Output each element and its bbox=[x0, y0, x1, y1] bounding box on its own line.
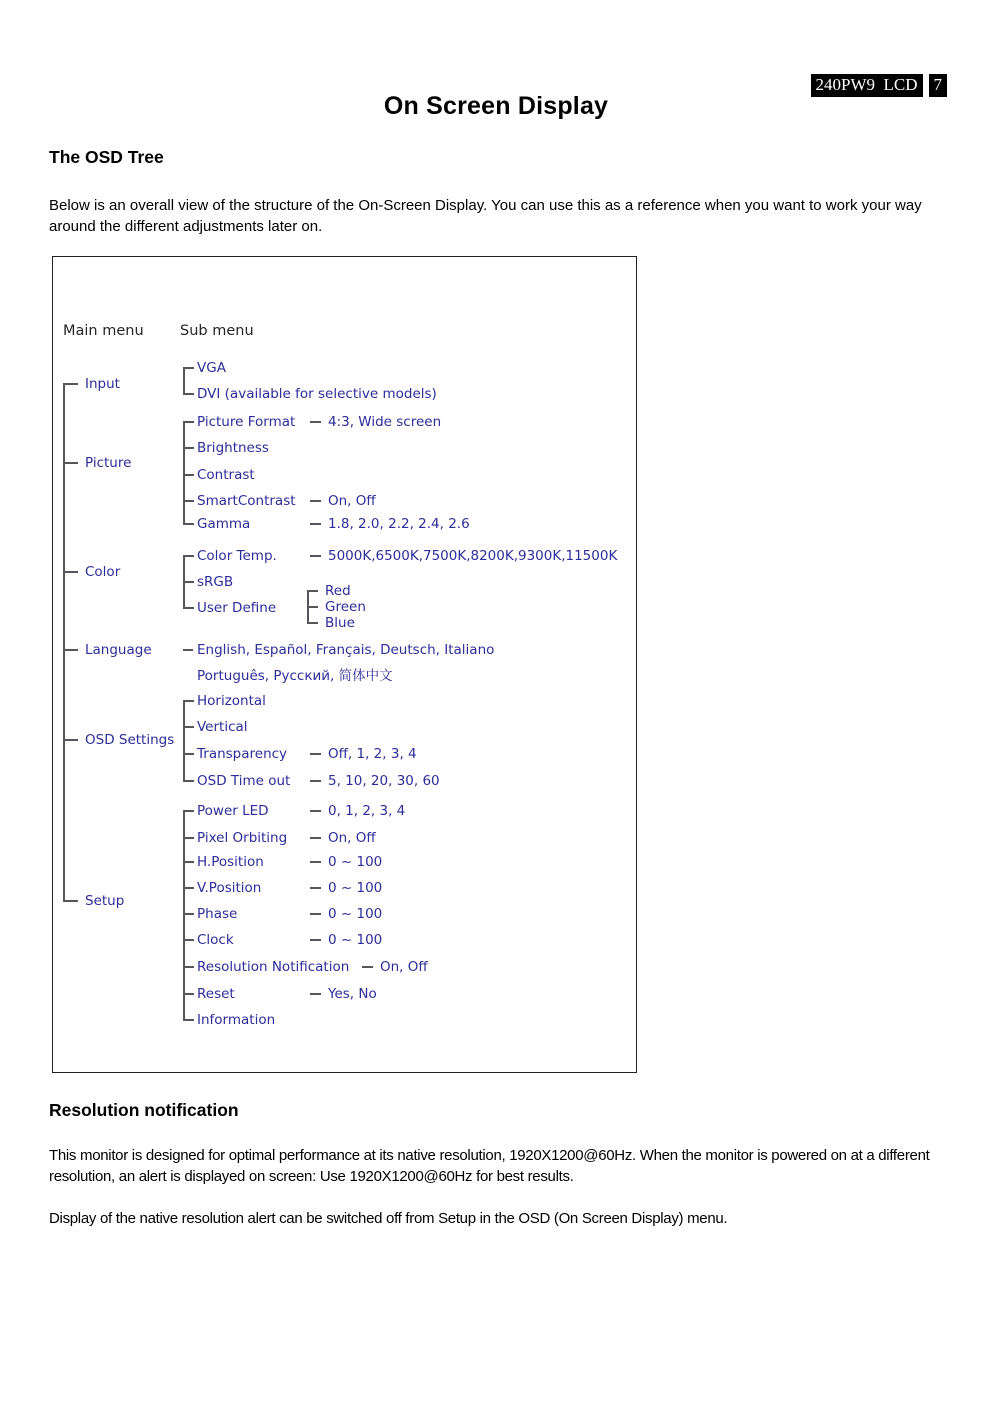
tree-sub-label: Reset bbox=[197, 985, 235, 1002]
tree-language-line: Português, Русский, 简体中文 bbox=[197, 667, 393, 684]
tree-value: On, Off bbox=[380, 958, 428, 975]
tree-sub-item: Blue bbox=[325, 614, 355, 631]
tree-sub-label: Color Temp. bbox=[197, 547, 277, 564]
model-badge: 240PW9 LCD bbox=[811, 74, 923, 97]
resolution-notification-heading: Resolution notification bbox=[49, 1100, 239, 1120]
tree-sub-label: Gamma bbox=[197, 515, 251, 532]
tree-sub-label: Transparency bbox=[197, 745, 288, 762]
tree-value: On, Off bbox=[328, 829, 376, 846]
tree-main-label: Setup bbox=[85, 892, 125, 909]
page-number-badge: 7 bbox=[929, 74, 948, 97]
tree-sub-label: Clock bbox=[197, 931, 234, 948]
tree-language-line: English, Español, Français, Deutsch, Italiano bbox=[197, 641, 495, 658]
osd-tree-heading: The OSD Tree bbox=[49, 147, 164, 167]
osd-tree-intro-paragraph: Below is an overall view of the structure of the On-Screen Display. You can use this as a reference when you want to work your way around the different adjustments later on. bbox=[49, 197, 922, 235]
tree-sub-label: DVI (available for selective models) bbox=[197, 385, 437, 402]
tree-value: 0, 1, 2, 3, 4 bbox=[328, 802, 406, 819]
resolution-notification-paragraph-1: This monitor is designed for optimal performance at its native resolution, 1920X1200@60Hz. When the monitor is powered on at a different resolution, an alert is displayed on screen: Use 1920X1200@60Hz for best results. bbox=[49, 1147, 930, 1185]
tree-sub-label: Pixel Orbiting bbox=[197, 829, 288, 846]
tree-sub-label: Resolution Notification bbox=[197, 958, 350, 975]
tree-sub-label: SmartContrast bbox=[197, 492, 296, 509]
tree-sub-label: Contrast bbox=[197, 466, 255, 483]
main-menu-column-header: Main menu bbox=[63, 323, 144, 339]
resolution-notification-paragraph-2: Display of the native resolution alert can be switched off from Setup in the OSD (On Screen Display) menu. bbox=[49, 1210, 728, 1227]
tree-value: 0 ~ 100 bbox=[328, 879, 383, 896]
tree-sub-label: Horizontal bbox=[197, 692, 266, 709]
sub-menu-column-header: Sub menu bbox=[180, 323, 254, 339]
tree-main-label: Color bbox=[85, 563, 121, 580]
tree-sub-label: H.Position bbox=[197, 853, 264, 870]
tree-sub-item: Green bbox=[325, 598, 366, 615]
tree-value: 4:3, Wide screen bbox=[328, 413, 442, 430]
tree-value: Yes, No bbox=[328, 985, 377, 1002]
tree-sub-label: Phase bbox=[197, 905, 238, 922]
tree-value: 1.8, 2.0, 2.2, 2.4, 2.6 bbox=[328, 515, 470, 532]
tree-sub-label: Picture Format bbox=[197, 413, 296, 430]
osd-tree-diagram-box bbox=[52, 256, 637, 1073]
tree-value: 0 ~ 100 bbox=[328, 853, 383, 870]
tree-sub-label: Brightness bbox=[197, 439, 269, 456]
page-title: On Screen Display bbox=[383, 92, 609, 120]
tree-sub-label: Vertical bbox=[197, 718, 248, 735]
tree-sub-label: Information bbox=[197, 1011, 276, 1028]
tree-main-label: OSD Settings bbox=[85, 731, 175, 748]
tree-value: 0 ~ 100 bbox=[328, 905, 383, 922]
tree-value: 0 ~ 100 bbox=[328, 931, 383, 948]
tree-value: Off, 1, 2, 3, 4 bbox=[328, 745, 417, 762]
tree-value: On, Off bbox=[328, 492, 376, 509]
tree-value: 5, 10, 20, 30, 60 bbox=[328, 772, 440, 789]
tree-main-label: Language bbox=[85, 641, 152, 658]
tree-sub-label: sRGB bbox=[197, 573, 234, 590]
tree-sub-item: Red bbox=[325, 582, 351, 599]
tree-sub-label: User Define bbox=[197, 599, 277, 616]
tree-main-label: Input bbox=[85, 375, 120, 392]
tree-main-label: Picture bbox=[85, 454, 132, 471]
tree-sub-label: OSD Time out bbox=[197, 772, 291, 789]
tree-sub-label: VGA bbox=[197, 359, 226, 376]
tree-sub-label: V.Position bbox=[197, 879, 262, 896]
tree-value: 5000K,6500K,7500K,8200K,9300K,11500K bbox=[328, 547, 618, 564]
tree-sub-label: Power LED bbox=[197, 802, 269, 819]
